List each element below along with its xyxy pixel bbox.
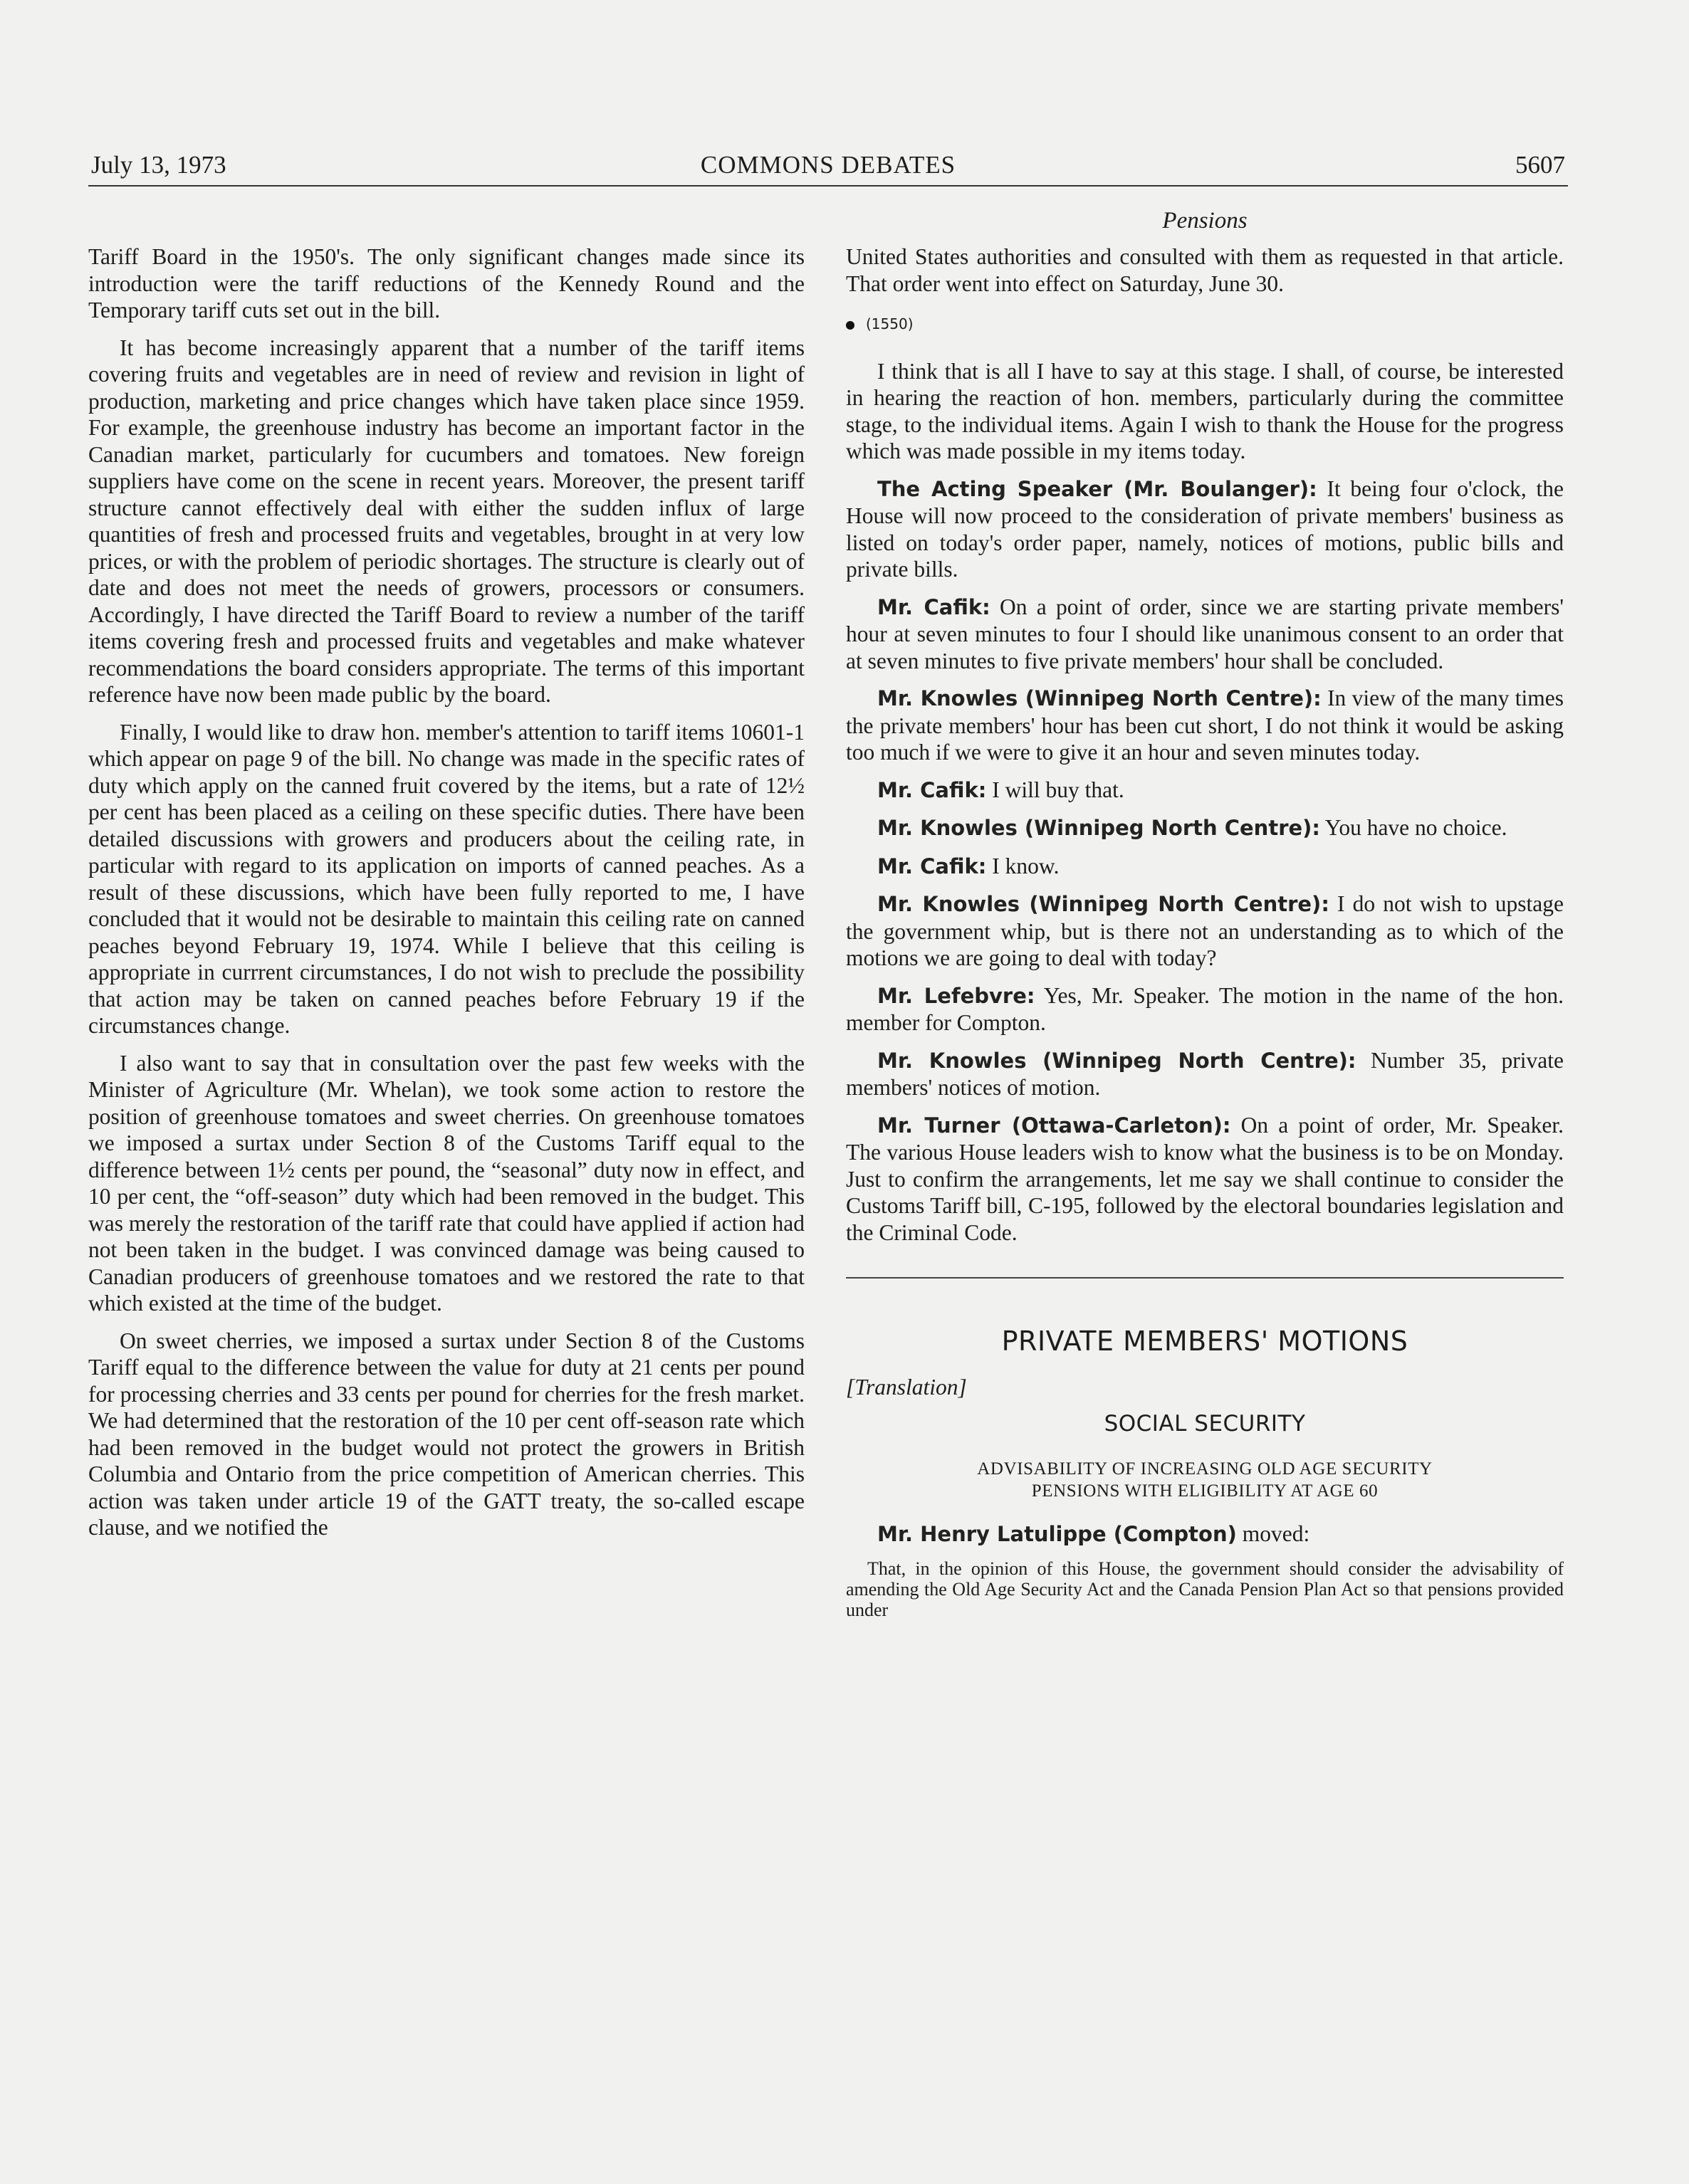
right-column bbox=[846, 243, 1564, 1631]
speech bbox=[846, 1047, 1564, 1101]
speech-text: In view of the many times the private members' hour has been cut short, I do not think it would be asking too much if we were to give it an hour and seven minutes today. bbox=[846, 686, 1564, 765]
speaker-name: Mr. Knowles (Winnipeg North Centre): bbox=[877, 892, 1329, 916]
speaker-name: Mr. Cafik: bbox=[877, 777, 987, 802]
speaker-name: Mr. Cafik: bbox=[877, 854, 987, 878]
time-marker bbox=[846, 311, 1564, 338]
header-date: July 13, 1973 bbox=[91, 151, 226, 179]
translation-note: [Translation] bbox=[846, 1374, 967, 1400]
paragraph: United States authorities and consulted with them as requested in that article. That order went into effect on Saturday, June 30. bbox=[846, 244, 1564, 296]
section-subheading: SOCIAL SECURITY bbox=[1104, 1411, 1306, 1437]
paragraph: On sweet cherries, we imposed a surtax under Section 8 of the Customs Tariff equal to the difference between the value for duty at 21 cents per pound for processing cherries and 33 cents per pound for cherries for the fresh market. We had determined that the restoration of the 10 per cent off-season rate which had been removed in the budget would not protect the growers in British Columbia and Ontario from the price competition of American cherries. This action was taken under article 19 of the GATT treaty, the so-called escape clause, and we notified the bbox=[88, 1328, 805, 1540]
speech bbox=[846, 476, 1564, 583]
paragraph: It has become increasingly apparent that a number of the tariff items covering fruits and vegetables are in need of review and revision in light of production, marketing and price changes which have taken place since 1959. For example, the greenhouse industry has become an important factor in the Canadian market, particularly for cucumbers and tomatoes. New foreign suppliers have come on the scene in recent years. Moreover, the present tariff structure cannot effectively deal with either the sudden influx of large quantities of fresh and processed fruits and vegetables, brought in at very low prices, or with the problem of periodic shortages. The structure is clearly out of date and does not meet the needs of growers, processors or consumers. Accordingly, I have directed the Tariff Board to review a number of the tariff items covering fresh and processed fruits and vegetables and make whatever recommendations the board considers appropriate. The terms of this important reference have now been made public by the board. bbox=[88, 335, 805, 707]
mover-text: moved: bbox=[1242, 1521, 1310, 1546]
paragraph: Tariff Board in the 1950's. The only significant changes made since its introduction were the tariff reductions of the Kennedy Round and the Temporary tariff cuts set out in the bill. bbox=[88, 244, 805, 322]
motion-text: That, in the opinion of this House, the government should consider the advisability of amending the Old Age Security Act and the Canada Pension Plan Act so that pensions provided under bbox=[846, 1558, 1564, 1620]
page-header bbox=[88, 149, 1568, 187]
section-divider bbox=[846, 1277, 1564, 1279]
speech-text: You have no choice. bbox=[1324, 815, 1507, 840]
speech-text: On a point of order, Mr. Speaker. The various House leaders wish to know what the business is to be on Monday. Just to confirm the arrangements, let me say we shall continue to consider the Customs Tariff bill, C-195, followed by the electoral boundaries legislation and the Criminal Code. bbox=[846, 1112, 1564, 1245]
paragraph: I also want to say that in consultation over the past few weeks with the Minister of Agriculture (Mr. Whelan), we took some action to restore the position of greenhouse tomatoes and sweet cherries. On greenhouse tomatoes we imposed a surtax under Section 8 of the Customs Tariff equal to the difference between 1½ cents per pound, the “seasonal” duty now in effect, and 10 per cent, the “off-season” duty which had been removed in the budget. This was merely the restoration of the tariff rate that could have applied if action had not been taken in the budget. I was convinced damage was being caused to Canadian producers of greenhouse tomatoes and we restored the rate to that which existed at the time of the budget. bbox=[88, 1050, 805, 1316]
speech bbox=[846, 777, 1564, 804]
speech bbox=[846, 814, 1564, 842]
header-title: COMMONS DEBATES bbox=[700, 151, 956, 179]
speaker-name: Mr. Turner (Ottawa-Carleton): bbox=[877, 1113, 1231, 1138]
mover-line bbox=[846, 1521, 1564, 1548]
speech bbox=[846, 1112, 1564, 1246]
speaker-name: Mr. Knowles (Winnipeg North Centre): bbox=[877, 686, 1322, 710]
speech bbox=[846, 982, 1564, 1036]
paragraph: Finally, I would like to draw hon. member's attention to tariff items 10601-1 which appear on page 9 of the bill. No change was made in the specific rates of duty which apply on the canned fruit covered by the items, but a rate of 12½ per cent has been placed as a ceiling on these specific duties. There have been detailed discussions with growers and producers about the ceiling rate, in particular with regard to its application on imports of canned peaches. As a result of these discussions, which have been fully reported to me, I have concluded that it would not be desirable to maintain this ceiling rate on canned peaches beyond February 19, 1974. While I believe that this ceiling is appropriate in currrent circumstances, I do not wish to preclude the possibility that action may be taken on canned peaches before February 19 if the circumstances change. bbox=[88, 719, 805, 1038]
topic-heading bbox=[846, 1458, 1564, 1502]
speaker-name: Mr. Lefebvre: bbox=[877, 983, 1035, 1008]
bullet-icon bbox=[846, 321, 854, 330]
speech bbox=[846, 853, 1564, 881]
time-marker-label: (1550) bbox=[866, 315, 914, 332]
speech-text: I will buy that. bbox=[992, 777, 1124, 802]
speech-text: On a point of order, since we are starting private members' hour at seven minutes to four I should like unanimous consent to an order that at seven minutes to five private members' hour shall be concluded. bbox=[846, 594, 1564, 673]
speech-text: It being four o'clock, the House will now proceed to the consideration of private members' business as listed on today's order paper, namely, notices of motions, public bills and private bills. bbox=[846, 476, 1564, 582]
speech-text: I know. bbox=[992, 853, 1060, 878]
speaker-name: Mr. Knowles (Winnipeg North Centre): bbox=[877, 816, 1321, 840]
speaker-name: Mr. Cafik: bbox=[877, 594, 990, 619]
speech bbox=[846, 594, 1564, 675]
left-column bbox=[88, 243, 805, 1552]
section-heading: PRIVATE MEMBERS' MOTIONS bbox=[1001, 1325, 1408, 1357]
speaker-name: Mr. Henry Latulippe (Compton) bbox=[877, 1521, 1237, 1546]
topic-heading-line: ADVISABILITY OF INCREASING OLD AGE SECURITY bbox=[977, 1459, 1433, 1479]
speech-text: Number 35, private members' notices of motion. bbox=[846, 1047, 1564, 1100]
speaker-name: The Acting Speaker (Mr. Boulanger): bbox=[877, 476, 1317, 501]
speech bbox=[846, 685, 1564, 766]
paragraph: I think that is all I have to say at this stage. I shall, of course, be interested in hearing the reaction of hon. members, particularly during the committee stage, to the individual items. Again I wish to thank the House for the progress which was made possible in my items today. bbox=[846, 358, 1564, 463]
speech bbox=[846, 891, 1564, 972]
speech-text: Yes, Mr. Speaker. The motion in the name of the hon. member for Compton. bbox=[846, 982, 1564, 1035]
speech-text: I do not wish to upstage the government whip, but is there not an understanding as to which of the motions we are going to deal with today? bbox=[846, 891, 1564, 970]
speaker-name: Mr. Knowles (Winnipeg North Centre): bbox=[877, 1048, 1356, 1073]
header-page-number: 5607 bbox=[1515, 151, 1565, 179]
topic-heading-line: PENSIONS WITH ELIGIBILITY AT AGE 60 bbox=[1031, 1481, 1379, 1501]
running-head: Pensions bbox=[1162, 208, 1248, 233]
